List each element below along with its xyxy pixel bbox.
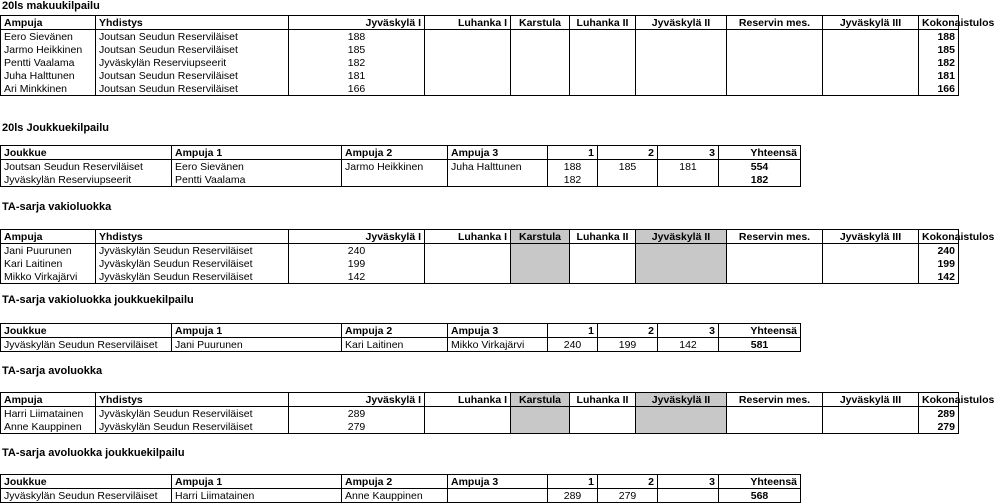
section-title-20ls-makuukilpailu: 20ls makuukilpailu — [2, 0, 100, 12]
table-cell — [823, 257, 919, 270]
table-row — [1, 244, 959, 258]
table-cell: Joutsan Seudun Reserviläiset — [96, 30, 289, 44]
table-cell: Jyväskylän Seudun Reserviläiset — [96, 420, 289, 434]
column-header: Yhteensä — [719, 475, 801, 489]
table-row — [1, 420, 959, 434]
table-cell: 240 — [919, 244, 959, 258]
table-cell — [823, 30, 919, 44]
column-header: 3 — [658, 146, 719, 160]
table-cell — [636, 407, 727, 421]
column-header: Yhteensä — [719, 146, 801, 160]
table-cell — [727, 69, 823, 82]
table-cell: Kari Laitinen — [1, 257, 96, 270]
table-cell — [636, 270, 727, 284]
column-header: Karstula — [511, 16, 570, 30]
table-cell — [823, 407, 919, 421]
table-cell — [636, 257, 727, 270]
table-cell: Jani Puurunen — [172, 338, 342, 352]
column-header: 2 — [598, 324, 658, 338]
table-cell — [570, 69, 636, 82]
table-cell: Jyväskylän Seudun Reserviläiset — [1, 338, 172, 352]
table-cell — [570, 244, 636, 258]
results-table-ta-avoluokka — [0, 392, 994, 434]
table-row — [1, 69, 959, 82]
table-cell — [727, 407, 823, 421]
table-cell — [511, 82, 570, 96]
table-cell: 181 — [658, 160, 719, 174]
table-cell — [570, 407, 636, 421]
table-cell — [570, 82, 636, 96]
section-title-ta-avoluokka: TA-sarja avoluokka — [2, 365, 103, 377]
header-row — [1, 230, 959, 244]
column-header: Jyväskylä II — [636, 230, 727, 244]
header-row — [1, 475, 801, 489]
column-header: 2 — [598, 146, 658, 160]
column-header: Jyväskylä I — [289, 393, 425, 407]
table-row — [1, 338, 801, 352]
column-header: Ampuja 2 — [342, 324, 448, 338]
column-header: Karstula — [511, 230, 570, 244]
table-cell: 166 — [289, 82, 425, 96]
column-header: Luhanka I — [425, 230, 511, 244]
table-row — [1, 407, 959, 421]
column-header: Joukkue — [1, 146, 172, 160]
column-header: Yhdistys — [96, 16, 289, 30]
table-row — [1, 160, 801, 174]
table-cell — [511, 270, 570, 284]
table-cell — [570, 43, 636, 56]
table-cell — [727, 82, 823, 96]
column-header: Jyväskylä III — [823, 393, 919, 407]
table-cell: 568 — [719, 489, 801, 503]
column-header: Luhanka I — [425, 16, 511, 30]
table-cell — [598, 173, 658, 187]
table-cell — [636, 69, 727, 82]
table-cell: Pentti Vaalama — [172, 173, 342, 187]
column-header: Ampuja 3 — [448, 324, 548, 338]
column-header: Luhanka II — [570, 230, 636, 244]
table-row — [1, 43, 959, 56]
column-header: Ampuja 1 — [172, 146, 342, 160]
column-header: Karstula — [511, 393, 570, 407]
table-cell: Jyväskylän Seudun Reserviläiset — [96, 270, 289, 284]
table-cell: 279 — [919, 420, 959, 434]
section-title-20ls-joukkuekilpailu: 20ls Joukkuekilpailu — [2, 122, 109, 134]
header-row — [1, 16, 959, 30]
table-cell: 199 — [598, 338, 658, 352]
table-cell: 142 — [289, 270, 425, 284]
table-cell — [342, 173, 448, 187]
column-header: Yhdistys — [96, 393, 289, 407]
table-cell — [425, 244, 511, 258]
table-cell — [511, 420, 570, 434]
table-cell — [636, 43, 727, 56]
table-cell — [823, 69, 919, 82]
table-cell: Joutsan Seudun Reserviläiset — [96, 69, 289, 82]
column-header: Ampuja 2 — [342, 475, 448, 489]
column-header: Luhanka II — [570, 16, 636, 30]
table-cell: Jyväskylän Seudun Reserviläiset — [96, 407, 289, 421]
table-cell — [425, 420, 511, 434]
table-cell — [636, 420, 727, 434]
table-cell: 181 — [289, 69, 425, 82]
table-cell: Harri Liimatainen — [172, 489, 342, 503]
table-cell — [425, 257, 511, 270]
results-table-20ls-makuukilpailu — [0, 15, 994, 96]
table-cell: 240 — [548, 338, 598, 352]
table-cell: Joutsan Seudun Reserviläiset — [96, 82, 289, 96]
table-cell: 188 — [919, 30, 959, 44]
table-cell: 199 — [919, 257, 959, 270]
table-cell: Jyväskylän Seudun Reserviläiset — [1, 489, 172, 503]
table-cell: 554 — [719, 160, 801, 174]
column-header: Reservin mes. — [727, 16, 823, 30]
team-table-ta-avoluokka-joukkue — [0, 474, 801, 503]
table-cell — [511, 257, 570, 270]
table-row — [1, 257, 959, 270]
table-cell: Pentti Vaalama — [1, 56, 96, 69]
table-cell: 581 — [719, 338, 801, 352]
table-cell: 142 — [658, 338, 719, 352]
table-cell — [511, 43, 570, 56]
table-cell: Eero Sievänen — [172, 160, 342, 174]
table-cell — [823, 82, 919, 96]
table-cell: Jyväskylän Seudun Reserviläiset — [96, 257, 289, 270]
table-cell — [570, 30, 636, 44]
table-cell — [425, 270, 511, 284]
table-cell — [511, 244, 570, 258]
table-cell — [727, 420, 823, 434]
column-header: 1 — [548, 475, 598, 489]
table-cell: 182 — [289, 56, 425, 69]
table-cell: 182 — [919, 56, 959, 69]
column-header: 1 — [548, 146, 598, 160]
table-cell: Jarmo Heikkinen — [1, 43, 96, 56]
table-cell: 182 — [719, 173, 801, 187]
table-cell — [636, 244, 727, 258]
column-header: Kokonaistulos — [919, 230, 959, 244]
table-cell — [425, 30, 511, 44]
header-row — [1, 146, 801, 160]
section-title-ta-avoluokka-joukkue: TA-sarja avoluokka joukkuekilpailu — [2, 447, 185, 459]
table-cell — [658, 173, 719, 187]
table-cell: 182 — [548, 173, 598, 187]
table-cell: 199 — [289, 257, 425, 270]
table-cell — [425, 82, 511, 96]
column-header: Ampuja — [1, 393, 96, 407]
column-header: Kokonaistulos — [919, 16, 959, 30]
column-header: Joukkue — [1, 475, 172, 489]
column-header: Jyväskylä I — [289, 16, 425, 30]
table-cell: 289 — [548, 489, 598, 503]
table-cell — [727, 56, 823, 69]
table-row — [1, 270, 959, 284]
table-row — [1, 30, 959, 44]
table-cell: Jarmo Heikkinen — [342, 160, 448, 174]
table-cell: 279 — [289, 420, 425, 434]
table-cell: Kari Laitinen — [342, 338, 448, 352]
table-cell: Ari Minkkinen — [1, 82, 96, 96]
table-row — [1, 173, 801, 187]
table-cell — [658, 489, 719, 503]
table-cell: 279 — [598, 489, 658, 503]
column-header: Ampuja 1 — [172, 475, 342, 489]
table-cell — [425, 69, 511, 82]
column-header: Reservin mes. — [727, 393, 823, 407]
table-cell — [425, 407, 511, 421]
table-cell: Anne Kauppinen — [1, 420, 96, 434]
column-header: Jyväskylä II — [636, 393, 727, 407]
table-row — [1, 82, 959, 96]
table-cell: 142 — [919, 270, 959, 284]
table-cell — [823, 43, 919, 56]
table-cell: 240 — [289, 244, 425, 258]
column-header: Ampuja — [1, 230, 96, 244]
section-title-ta-vakioluokka-joukkue: TA-sarja vakioluokka joukkuekilpailu — [2, 294, 194, 306]
table-cell — [823, 270, 919, 284]
column-header: Yhdistys — [96, 230, 289, 244]
table-cell — [727, 244, 823, 258]
table-row — [1, 56, 959, 69]
table-cell: Harri Liimatainen — [1, 407, 96, 421]
column-header: Luhanka II — [570, 393, 636, 407]
column-header: 3 — [658, 324, 719, 338]
table-row — [1, 489, 801, 503]
table-cell — [727, 257, 823, 270]
table-cell — [727, 270, 823, 284]
table-cell: 289 — [289, 407, 425, 421]
table-cell: Juha Halttunen — [448, 160, 548, 174]
table-cell — [511, 69, 570, 82]
column-header: Ampuja 1 — [172, 324, 342, 338]
table-cell — [511, 407, 570, 421]
table-cell: Jyväskylän Reserviupseerit — [1, 173, 172, 187]
table-cell: 181 — [919, 69, 959, 82]
table-cell — [511, 56, 570, 69]
column-header: Jyväskylä I — [289, 230, 425, 244]
column-header: Kokonaistulos — [919, 393, 959, 407]
table-cell — [636, 56, 727, 69]
table-cell: Jyväskylän Reserviupseerit — [96, 56, 289, 69]
table-cell: 188 — [548, 160, 598, 174]
results-table-ta-vakioluokka — [0, 229, 994, 284]
table-cell — [511, 30, 570, 44]
table-cell — [727, 30, 823, 44]
column-header: Ampuja 3 — [448, 475, 548, 489]
column-header: Reservin mes. — [727, 230, 823, 244]
table-cell: Joutsan Seudun Reserviläiset — [96, 43, 289, 56]
table-cell — [823, 56, 919, 69]
table-cell — [448, 489, 548, 503]
column-header: Ampuja — [1, 16, 96, 30]
table-cell — [448, 173, 548, 187]
column-header: 2 — [598, 475, 658, 489]
table-cell — [727, 43, 823, 56]
table-cell: 185 — [598, 160, 658, 174]
header-row — [1, 393, 959, 407]
column-header: Ampuja 3 — [448, 146, 548, 160]
column-header: Yhteensä — [719, 324, 801, 338]
team-table-20ls-joukkuekilpailu — [0, 145, 801, 187]
table-cell — [823, 244, 919, 258]
column-header: Joukkue — [1, 324, 172, 338]
table-cell: 166 — [919, 82, 959, 96]
table-cell — [425, 43, 511, 56]
table-cell: Juha Halttunen — [1, 69, 96, 82]
table-cell — [425, 56, 511, 69]
table-cell — [636, 82, 727, 96]
column-header: Ampuja 2 — [342, 146, 448, 160]
table-cell: 185 — [919, 43, 959, 56]
team-table-ta-vakioluokka-joukkue — [0, 323, 801, 352]
column-header: 1 — [548, 324, 598, 338]
table-cell: Mikko Virkajärvi — [448, 338, 548, 352]
table-cell — [823, 420, 919, 434]
table-cell: 289 — [919, 407, 959, 421]
column-header: Jyväskylä III — [823, 16, 919, 30]
table-cell — [570, 420, 636, 434]
table-cell — [570, 56, 636, 69]
table-cell: Anne Kauppinen — [342, 489, 448, 503]
column-header: 3 — [658, 475, 719, 489]
section-title-ta-vakioluokka: TA-sarja vakioluokka — [2, 201, 112, 213]
header-row — [1, 324, 801, 338]
table-cell: Mikko Virkajärvi — [1, 270, 96, 284]
table-cell: 185 — [289, 43, 425, 56]
table-cell — [570, 270, 636, 284]
table-cell — [636, 30, 727, 44]
table-cell: Joutsan Seudun Reserviläiset — [1, 160, 172, 174]
table-cell: Jani Puurunen — [1, 244, 96, 258]
table-cell: 188 — [289, 30, 425, 44]
table-cell: Eero Sievänen — [1, 30, 96, 44]
column-header: Luhanka I — [425, 393, 511, 407]
table-cell: Jyväskylän Seudun Reserviläiset — [96, 244, 289, 258]
column-header: Jyväskylä II — [636, 16, 727, 30]
table-cell — [570, 257, 636, 270]
column-header: Jyväskylä III — [823, 230, 919, 244]
